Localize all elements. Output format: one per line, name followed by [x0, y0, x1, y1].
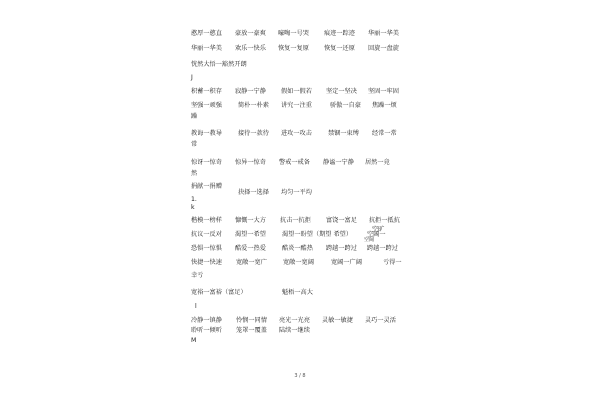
wrapped-text: 然 [191, 170, 198, 177]
synonym-pair: 警戒一戒备 [279, 159, 310, 166]
wrapped-text: 空旷 [372, 226, 385, 233]
synonym-pair: 均匀一平均 [281, 189, 312, 196]
synonym-pair: 亮光一光亮 [279, 317, 310, 324]
synonym-pair: 抗议一反对 [191, 231, 222, 238]
synonym-pair: 快捷一快速 [191, 259, 222, 266]
synonym-pair: 寂静一宁静 [235, 88, 266, 95]
synonym-pair: 恐惧一惊惧 [191, 245, 222, 252]
synonym-pair: 欢乐一快乐 [235, 45, 266, 52]
wrapped-text: 常 [191, 141, 198, 148]
synonym-pair: 居然一竟 [365, 159, 390, 166]
synonym-pair: 惊异一惊奇 [235, 159, 266, 166]
synonym-pair: 讲究一注重 [281, 102, 312, 109]
synonym-pair: 跨越一跨过 [326, 245, 357, 252]
synonym-pair: 富饶一富足 [326, 217, 357, 224]
wrapped-text: 幸亏 [191, 272, 204, 279]
section-letter: l [195, 303, 197, 310]
synonym-pair: 惊讶一惊奇 [191, 159, 222, 166]
synonym-pair: 陆续一继续 [279, 327, 310, 334]
synonym-pair: 豪放一豪爽 [235, 30, 266, 37]
synonym-pair: 魁梧一高大 [282, 289, 313, 296]
synonym-pair: 楷模一榜样 [191, 217, 222, 224]
synonym-pair: 宽阔一广阔 [331, 259, 362, 266]
synonym-pair: 抉择一选择 [238, 189, 269, 196]
synonym-pair: 捐献一捐赠 [191, 183, 222, 190]
synonym-pair: 进攻一攻击 [281, 130, 312, 137]
synonym-pair: 怜悯一同情 [236, 317, 267, 324]
synonym-pair: 坚固一牢固 [368, 88, 399, 95]
synonym-pair: 抗拒一抵抗 [369, 217, 400, 224]
section-letter: k [191, 204, 195, 211]
stray-text: 1. [191, 196, 197, 203]
synonym-pair: 酷炎一酷热 [282, 245, 313, 252]
synonym-pair: 教诲一教导 [191, 130, 222, 137]
synonym-pair: 聆听一倾听 [191, 327, 222, 334]
synonym-pair: 静谧一宁静 [323, 159, 354, 166]
synonym-pair: 简朴一朴素 [238, 102, 269, 109]
synonym-pair: 坚定一坚决 [326, 88, 357, 95]
synonym-pair: 华丽一华美 [191, 45, 222, 52]
synonym-pair: 恍然大悟一豁然开朗 [191, 61, 247, 68]
synonym-pair: 宽裕一富裕（富足） [191, 289, 247, 296]
synonym-pair: 华丽一华美 [368, 30, 399, 37]
synonym-pair: 禁锢一束缚 [328, 130, 359, 137]
synonym-pair: 恢复一复原 [278, 45, 309, 52]
synonym-pair: 恢复一还原 [324, 45, 355, 52]
synonym-pair: 经常一常 [372, 130, 397, 137]
synonym-pair: 跨越一跨过 [367, 245, 398, 252]
synonym-pair: 假如一假若 [281, 88, 312, 95]
synonym-pair: 渴望一盼望（期望 希望） [282, 231, 353, 238]
synonym-pair: 灵敏一敏捷 [322, 317, 353, 324]
synonym-pair: 冷静一镇静 [191, 317, 222, 324]
synonym-pair: 骄傲一自豪 [330, 102, 361, 109]
synonym-pair: 宽敞一宽广 [236, 259, 267, 266]
synonym-pair: 亏得一 [383, 259, 402, 266]
synonym-pair: 痕迹一踪迹 [324, 30, 355, 37]
synonym-pair: 积蓄一积存 [191, 88, 222, 95]
wrapped-text: 空阔 [364, 237, 375, 243]
synonym-pair: 坚强一顽强 [191, 102, 222, 109]
synonym-pair: 回旋一盘旋 [368, 45, 399, 52]
synonym-pair: 慷慨一大方 [235, 217, 266, 224]
synonym-pair: 嚎啕一号哭 [278, 30, 309, 37]
synonym-pair: 焦躁一烦 [372, 102, 397, 109]
section-letter: J [191, 74, 193, 81]
synonym-pair: 酷爱一热爱 [235, 245, 266, 252]
synonym-pair: 渴望一希望 [235, 231, 266, 238]
synonym-pair: 憨厚一憨直 [191, 30, 222, 37]
synonym-pair: 宽敞一宽阔 [283, 259, 314, 266]
synonym-pair: 接待一款待 [238, 130, 269, 137]
section-letter: M [191, 337, 197, 344]
synonym-pair: 抗击一抗拒 [280, 217, 311, 224]
synonym-pair: 空阔一 [367, 231, 386, 238]
wrapped-text: 躁 [191, 113, 198, 120]
page-number: 3 / 8 [294, 373, 306, 379]
synonym-pair: 灵巧一灵活 [365, 317, 396, 324]
synonym-pair: 笼罩一覆盖 [236, 327, 267, 334]
